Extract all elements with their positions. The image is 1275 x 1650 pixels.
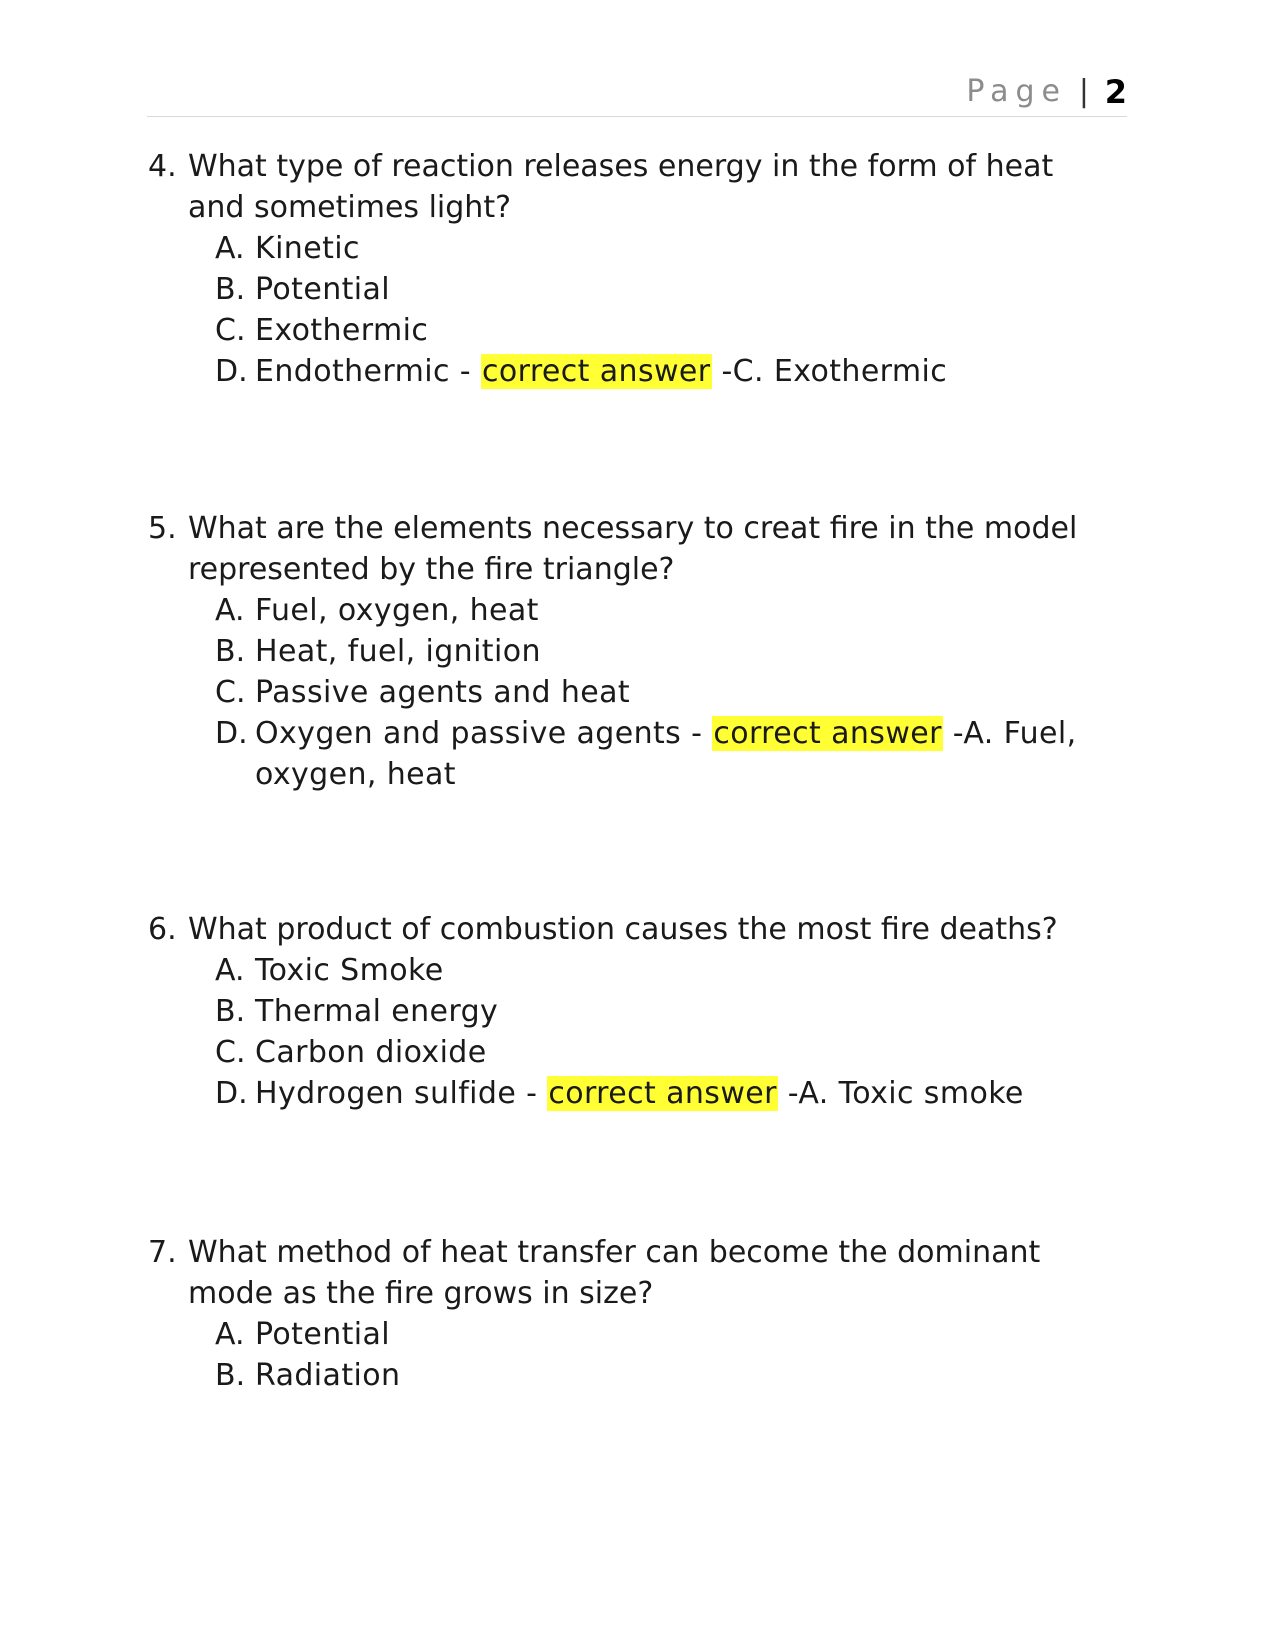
option-letter: A.	[215, 953, 245, 988]
page-separator: |	[1078, 74, 1089, 109]
option-letter: B.	[215, 1358, 246, 1393]
option-text: Heat, fuel, ignition	[255, 634, 541, 669]
option-text: Passive agents and heat	[255, 675, 631, 710]
option-text: Exothermic	[255, 313, 429, 348]
option-b	[215, 269, 1108, 310]
question-number: 5.	[148, 511, 177, 546]
question-text: What product of combustion causes the most fire deaths?	[188, 912, 1058, 947]
option-letter: D.	[215, 354, 248, 389]
correct-answer-highlight: correct answer	[481, 354, 711, 389]
question-7	[148, 1232, 1108, 1396]
option-letter: A.	[215, 1317, 245, 1352]
option-letter: D.	[215, 1076, 248, 1111]
page-label: Page	[966, 74, 1067, 109]
answer-text: -A. Toxic smoke	[777, 1076, 1024, 1111]
correct-answer-highlight: correct answer	[548, 1076, 777, 1111]
options-list	[215, 1314, 1108, 1396]
question-text: What method of heat transfer can become the dominant mode as the fire grows in size?	[188, 1235, 1041, 1311]
option-d	[215, 351, 1108, 392]
question-text: What type of reaction releases energy in the form of heat and sometimes light?	[188, 149, 1054, 225]
option-b	[215, 631, 1108, 672]
option-d-text: Endothermic -	[255, 354, 481, 389]
option-text: Potential	[255, 272, 391, 307]
option-text	[255, 1073, 1108, 1114]
option-text: Fuel, oxygen, heat	[255, 593, 539, 628]
option-letter: B.	[215, 272, 246, 307]
option-a	[215, 950, 1108, 991]
options-list	[215, 590, 1108, 795]
question-text: What are the elements necessary to creat fire in the model represented by the fire triangle?	[188, 511, 1078, 587]
option-letter: B.	[215, 634, 246, 669]
option-c	[215, 672, 1108, 713]
question-number: 4.	[148, 149, 177, 184]
question-5	[148, 508, 1108, 795]
option-letter: C.	[215, 1035, 246, 1070]
option-a	[215, 228, 1108, 269]
option-text: Thermal energy	[255, 994, 499, 1029]
option-letter: A.	[215, 593, 245, 628]
option-c	[215, 310, 1108, 351]
page-number: 2	[1104, 73, 1127, 111]
options-list	[215, 228, 1108, 392]
option-text	[255, 351, 1108, 392]
option-text	[255, 713, 1108, 795]
option-b	[215, 991, 1108, 1032]
option-text: Potential	[255, 1317, 391, 1352]
options-list	[215, 950, 1108, 1114]
question-6	[148, 909, 1108, 1114]
option-letter: A.	[215, 231, 245, 266]
option-b	[215, 1355, 1108, 1396]
option-c	[215, 1032, 1108, 1073]
option-d-text: Hydrogen sulfide -	[255, 1076, 548, 1111]
option-text: Radiation	[255, 1358, 401, 1393]
option-d	[215, 1073, 1108, 1114]
option-letter: D.	[215, 716, 248, 751]
option-text: Kinetic	[255, 231, 360, 266]
option-d-text: Oxygen and passive agents -	[255, 716, 713, 751]
option-text: Carbon dioxide	[255, 1035, 487, 1070]
option-letter: B.	[215, 994, 246, 1029]
option-text: Toxic Smoke	[255, 953, 444, 988]
option-letter: C.	[215, 675, 246, 710]
answer-text: -C. Exothermic	[711, 354, 948, 389]
option-letter: C.	[215, 313, 246, 348]
option-a	[215, 1314, 1108, 1355]
answer-text: -A. Fuel, oxygen, heat	[255, 716, 1077, 792]
question-number: 6.	[148, 912, 177, 947]
option-d	[215, 713, 1108, 795]
option-a	[215, 590, 1108, 631]
correct-answer-highlight: correct answer	[713, 716, 942, 751]
page-header	[147, 72, 1127, 117]
question-number: 7.	[148, 1235, 177, 1270]
question-4	[148, 146, 1108, 392]
